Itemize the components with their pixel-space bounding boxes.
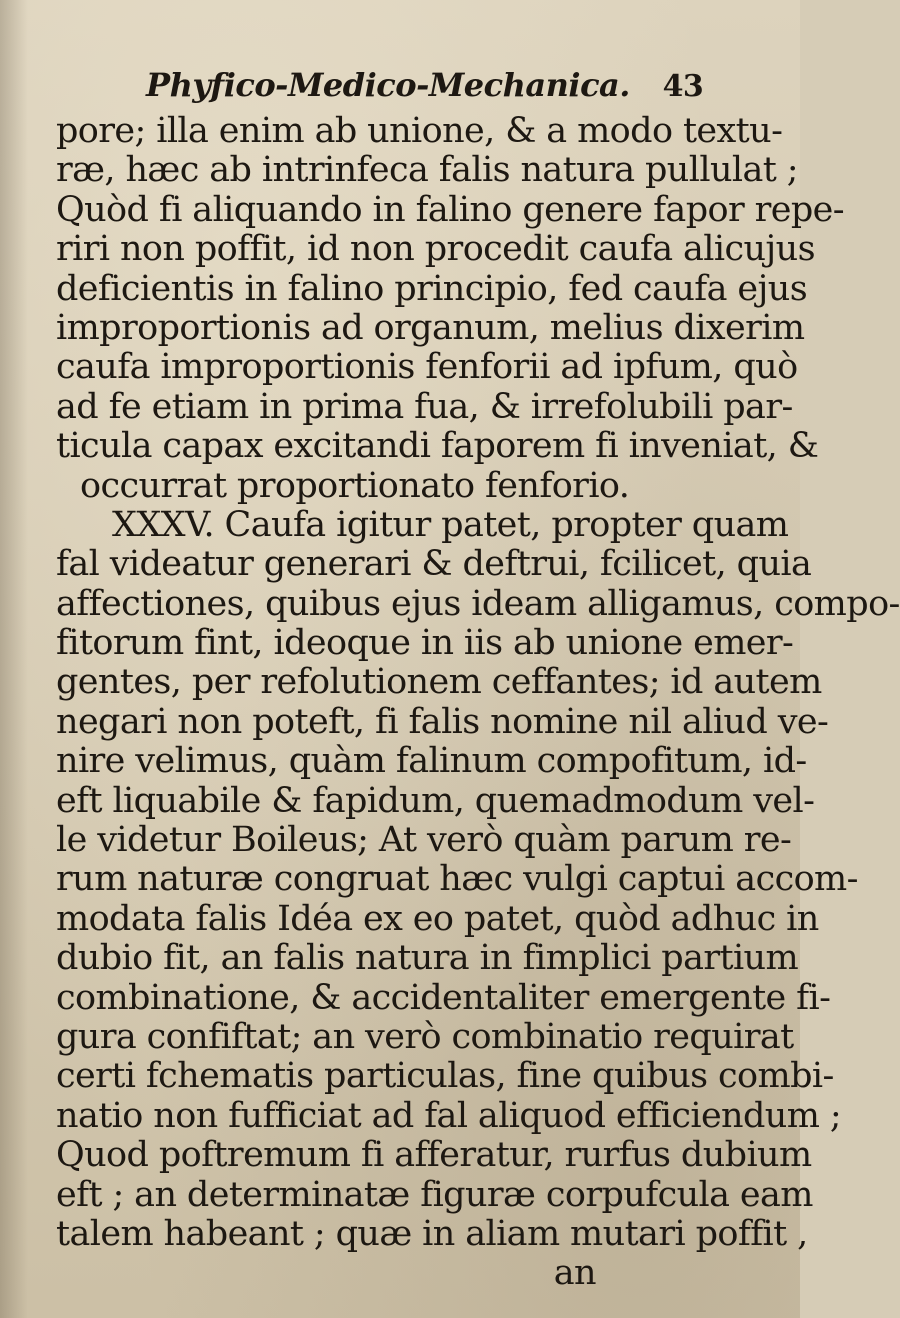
text-line: riri non poffit, id non procedit caufa alicujus [56, 229, 815, 270]
body-text [56, 111, 900, 1294]
text-line: combinatione, & accidentaliter emergente fi- [56, 977, 831, 1018]
text-line: eft liquabile & fapidum, quemadmodum vel- [56, 780, 815, 821]
text-line: dubio fit, an falis natura in fimplici partium [56, 938, 799, 979]
text-line: pore; illa enim ab unione, & a modo textu- [56, 111, 783, 151]
page-edge-shadow [0, 0, 28, 1318]
running-head-title: Phyfico-Medico-Mechanica. [146, 66, 630, 104]
text-line: affectiones, quibus ejus ideam alligamus, compo- [56, 583, 900, 624]
page-number: 43 [662, 69, 704, 104]
text-line: natio non fufficiat ad fal aliquod efficiendum ; [56, 1095, 842, 1136]
text-line: deficientis in falino principio, fed caufa ejus [56, 268, 808, 309]
text-line: ræ, hæc ab intrinfeca falis natura pullulat ; [56, 150, 798, 191]
text-line: modata falis Idéa ex eo patet, quòd adhuc in [56, 898, 819, 939]
text-line: nire velimus, quàm falinum compofitum, id- [56, 741, 807, 782]
text-line: le videtur Boileus; At verò quàm parum re- [56, 820, 792, 861]
text-line: ticula capax excitandi faporem fi inveniat, & [56, 426, 819, 467]
section-heading-line: XXXV. Caufa igitur patet, propter quam [112, 504, 789, 545]
text-line: eft ; an determinatæ figuræ corpufcula eam [56, 1174, 813, 1215]
text-line: fitorum fint, ideoque in iis ab unione emer- [56, 623, 794, 664]
text-line: rum naturæ congruat hæc vulgi captui accom- [56, 859, 858, 900]
text-line: fal videatur generari & deftrui, fcilicet, quia [56, 544, 812, 585]
text-line: occurrat proportionato fenforio. [80, 465, 630, 506]
text-line: negari non poteft, fi falis nomine nil aliud ve- [56, 701, 829, 742]
text-line: ad fe etiam in prima fua, & irrefolubili par- [56, 386, 793, 427]
text-line: gura confiftat; an verò combinatio requirat [56, 1016, 794, 1057]
catchword: an [553, 1253, 596, 1294]
text-line: gentes, per refolutionem ceffantes; id autem [56, 662, 822, 703]
text-line: improportionis ad organum, melius dixerim [56, 307, 805, 348]
text-line: talem habeant ; quæ in aliam mutari poffit , [56, 1213, 808, 1254]
text-line: Quod poftremum fi afferatur, rurfus dubium [56, 1135, 812, 1176]
text-line: certi fchematis particulas, fine quibus combi- [56, 1056, 834, 1097]
text-line: caufa improportionis fenforii ad ipfum, quò [56, 347, 798, 388]
text-line: Quòd fi aliquando in falino genere fapor repe- [56, 189, 845, 230]
